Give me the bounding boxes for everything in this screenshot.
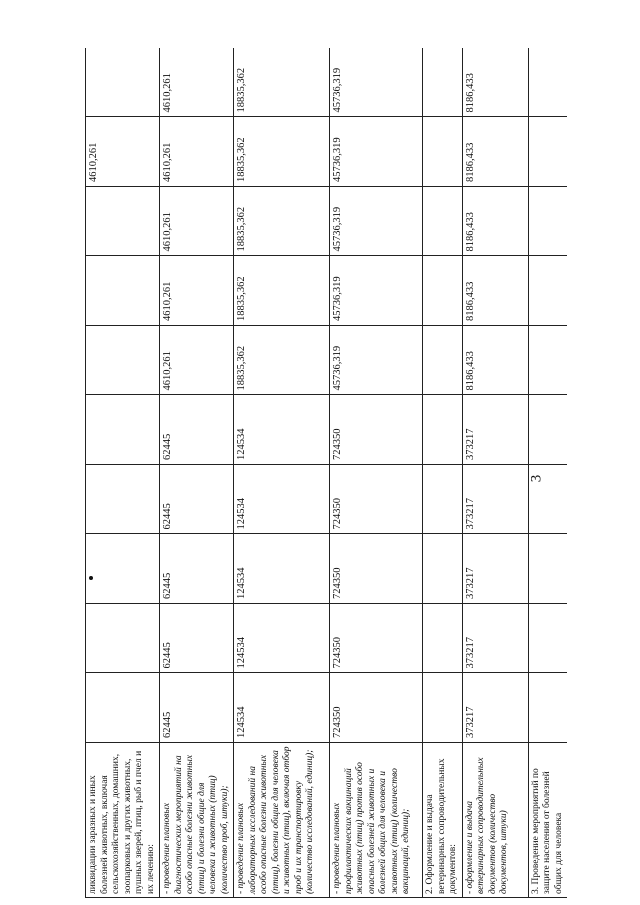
value-cell: 62445: [160, 395, 234, 465]
table-row: [423, 48, 463, 898]
budget-table: [85, 48, 567, 898]
value-cell: [528, 465, 567, 535]
value-cell: 124534: [234, 604, 330, 674]
table-row: [86, 48, 160, 898]
value-cell: 62445: [160, 534, 234, 604]
value-cell: [423, 256, 463, 326]
value-cell: 124534: [234, 465, 330, 535]
value-cell: [528, 673, 567, 743]
value-cell: 724350: [330, 673, 423, 743]
value-cell: 373217: [462, 395, 528, 465]
value-cell: [423, 117, 463, 187]
row-label: - проведение плановых профилактических вакцинаций животных (птиц) против особо опасных болезней животных и болезней общих для человека и животных (птиц) (количество вакцинаций, единиц);: [330, 743, 423, 898]
value-cell: 373217: [462, 673, 528, 743]
value-cell: [86, 256, 160, 326]
value-cell: 18835,362: [234, 256, 330, 326]
value-cell: 4610,261: [160, 256, 234, 326]
value-cell: 373217: [462, 465, 528, 535]
value-cell: [528, 326, 567, 396]
value-cell: [423, 48, 463, 117]
rotation-frame: [85, 48, 567, 898]
value-cell: [423, 534, 463, 604]
value-cell: 373217: [462, 604, 528, 674]
value-cell: 18835,362: [234, 326, 330, 396]
table-row: [160, 48, 234, 898]
value-cell: 62445: [160, 465, 234, 535]
row-label: - проведение плановых диагностических мероприятий на особо опасные болезни животных (птиц) и болезни общие для человека и животных (птиц) (количество проб, штуки);: [160, 743, 234, 898]
value-cell: [528, 187, 567, 257]
value-cell: 4610,261: [86, 117, 160, 187]
table-row: [462, 48, 528, 898]
value-cell: [528, 117, 567, 187]
value-cell: 4610,261: [160, 326, 234, 396]
value-cell: 4610,261: [160, 187, 234, 257]
value-cell: 4610,261: [160, 48, 234, 117]
value-cell: 724350: [330, 604, 423, 674]
row-label: - проведение плановых лабораторных исследований на особо опасные болезни животных (птиц), болезни общие для человека и животных (птиц), включая отбор проб и их транспортировку (количество исследований, единиц);: [234, 743, 330, 898]
value-cell: 18835,362: [234, 187, 330, 257]
value-cell: [86, 673, 160, 743]
value-cell: 8186,433: [462, 48, 528, 117]
value-cell: 724350: [330, 465, 423, 535]
value-cell: 45736,319: [330, 187, 423, 257]
value-cell: [423, 673, 463, 743]
value-cell: 124534: [234, 395, 330, 465]
value-cell: [86, 395, 160, 465]
value-cell: 124534: [234, 534, 330, 604]
value-cell: 62445: [160, 673, 234, 743]
row-label: - оформление и выдача ветеринарных сопроводительных документов (количество документов, штуки): [462, 743, 528, 898]
value-cell: [423, 326, 463, 396]
value-cell: [86, 465, 160, 535]
value-cell: [86, 48, 160, 117]
table-row: [234, 48, 330, 898]
value-cell: 18835,362: [234, 48, 330, 117]
value-cell: [423, 465, 463, 535]
value-cell: [528, 256, 567, 326]
value-cell: [528, 604, 567, 674]
value-cell: 724350: [330, 534, 423, 604]
value-cell: 45736,319: [330, 48, 423, 117]
value-cell: 724350: [330, 395, 423, 465]
value-cell: 8186,433: [462, 187, 528, 257]
value-cell: [86, 187, 160, 257]
value-cell: [528, 395, 567, 465]
value-cell: [528, 48, 567, 117]
value-cell: 45736,319: [330, 256, 423, 326]
row-label: ликвидации заразных и иных болезней животных, включая сельскохозяйственных, домашних, зоопарковых и других животных, пушных зверей, птиц, рыб и пчел и их лечению:: [86, 743, 160, 898]
table-row: [528, 48, 567, 898]
value-cell: 4610,261: [160, 117, 234, 187]
value-cell: [86, 326, 160, 396]
rotated-table-container: [85, 48, 567, 898]
value-cell: 45736,319: [330, 326, 423, 396]
row-label: 2. Оформление и выдача ветеринарных сопроводительных документов:: [423, 743, 463, 898]
value-cell: [423, 395, 463, 465]
page-number: 3: [528, 474, 545, 483]
value-cell: 18835,362: [234, 117, 330, 187]
value-cell: [528, 534, 567, 604]
table-row: [330, 48, 423, 898]
value-cell: [86, 604, 160, 674]
value-cell: 45736,319: [330, 117, 423, 187]
value-cell: [423, 187, 463, 257]
value-cell: 124534: [234, 673, 330, 743]
value-cell: 8186,433: [462, 256, 528, 326]
value-cell: [423, 604, 463, 674]
value-cell: 8186,433: [462, 117, 528, 187]
value-cell: [86, 534, 160, 604]
value-cell: 373217: [462, 534, 528, 604]
row-label: 3. Проведение мероприятий по защите населения от болезней общих для человека: [528, 743, 567, 898]
value-cell: 8186,433: [462, 326, 528, 396]
value-cell: 62445: [160, 604, 234, 674]
